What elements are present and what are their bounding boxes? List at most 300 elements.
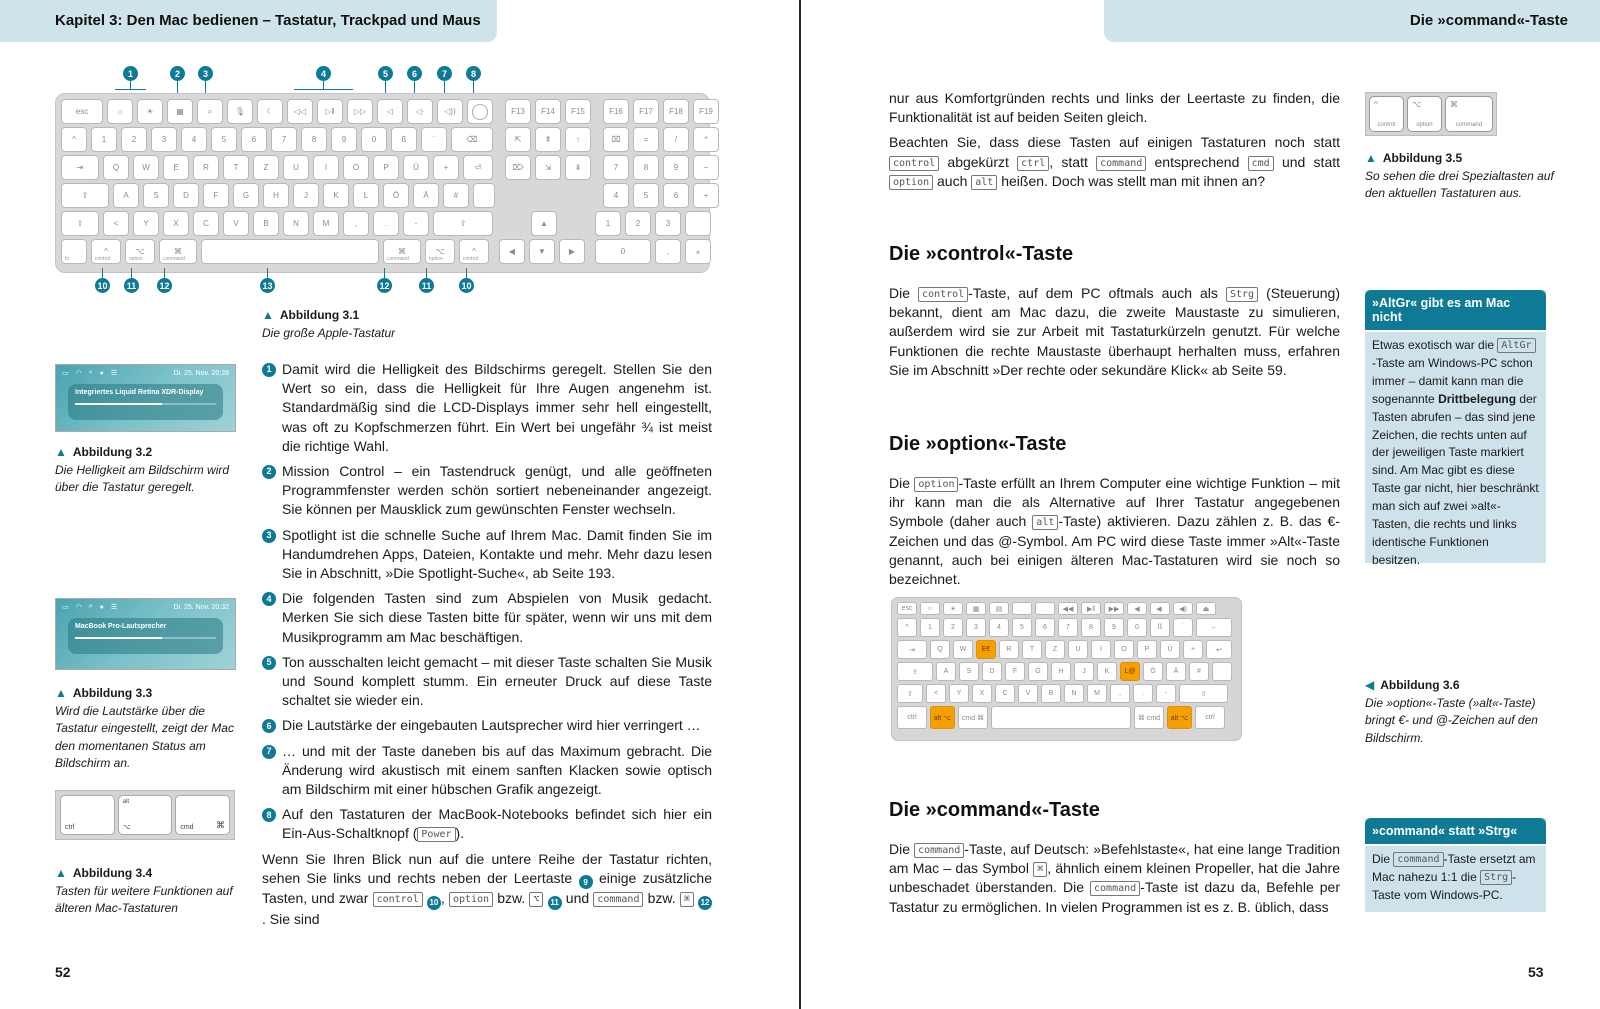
key: G [233, 183, 259, 208]
key: ^ [897, 618, 917, 637]
keyboard-qwertz-row [61, 155, 709, 180]
number-badge: 8 [262, 808, 276, 822]
key: T [1022, 640, 1042, 659]
key: ⇟ [565, 155, 591, 180]
key-l-at-highlighted: L@ [1120, 662, 1140, 681]
number-badge: 9 [579, 875, 593, 889]
key: A [113, 183, 139, 208]
list-item-text: Spotlight ist die schnelle Suche auf Ihrem Mac. Damit finden Sie im Handumdrehen Apps, Dateien, Kontakte und mehr. Mehr dazu lesen Sie in Abschnitt, »Die Spotlight-Suche«, ab Seite 193. [282, 526, 712, 582]
kbd-command: command [593, 892, 643, 907]
key: + [693, 183, 719, 208]
kbd-ctrl: ctrl [1017, 156, 1049, 171]
key: + [1183, 640, 1203, 659]
key-f16: F16 [603, 99, 629, 124]
key: J [1074, 662, 1094, 681]
key: Y [133, 211, 159, 236]
figure-3-5-caption [1365, 150, 1565, 203]
kbd-command-symbol: ⌘ [1033, 862, 1047, 877]
key-shift-right: ⇧ [1179, 684, 1228, 703]
key-space [201, 239, 379, 264]
keyboard-shift-row [61, 211, 704, 236]
callout-2: 2 [170, 66, 185, 81]
keyboard-bottom-row [61, 239, 704, 264]
key: 7 [1058, 618, 1078, 637]
keyboard-number-row [61, 127, 708, 152]
figure-caption-text: So sehen die drei Spezialtasten auf den aktuellen Tastaturen aus. [1365, 168, 1554, 200]
key: K [323, 183, 349, 208]
key: 5 [633, 183, 659, 208]
kbd-command: command [914, 843, 964, 858]
key-option-left: ⌥ option [125, 239, 155, 264]
key: ^ [61, 127, 87, 152]
key: ⌦ [505, 155, 531, 180]
key: ⇱ [505, 127, 531, 152]
panel-title: Integriertes Liquid Retina XDR-Display [75, 389, 204, 396]
page-number-left: 52 [55, 964, 71, 980]
key: P [373, 155, 399, 180]
key-ctrl: ctrl [60, 795, 115, 835]
key: . [373, 211, 399, 236]
key: M [1087, 684, 1107, 703]
key: ´ [1173, 618, 1193, 637]
key: ▦ [966, 602, 986, 615]
key-space [991, 706, 1131, 729]
key: − [693, 155, 719, 180]
key: ⌧ [603, 127, 629, 152]
key: J [293, 183, 319, 208]
search-icon: ⌕ [88, 369, 93, 376]
callout-12-right: 12 [377, 278, 392, 293]
key-cmd: cmd ⌘ [175, 795, 230, 835]
key: < [926, 684, 946, 703]
key-num-0: 0 [595, 239, 651, 264]
key: A [936, 662, 956, 681]
key-f17: F17 [633, 99, 659, 124]
key: F [203, 183, 229, 208]
key-command: ⌘ command [1445, 96, 1493, 132]
key-backspace: ⌫ [451, 127, 493, 152]
apple-keyboard-figure [55, 93, 713, 273]
control-center-icon: ☰ [110, 604, 118, 611]
key: # [443, 183, 469, 208]
keyboard-home-row [61, 183, 709, 208]
key-f3: ▦ [167, 99, 193, 124]
kbd-command: command [1096, 156, 1146, 171]
menubar [56, 365, 235, 381]
kbd-option: option [449, 892, 493, 907]
key-option: ⌥ option [1407, 96, 1442, 132]
key: - [1156, 684, 1176, 703]
key: 3 [655, 211, 681, 236]
siri-icon: ● [99, 603, 104, 611]
heading-control-key: Die »control«-Taste [889, 243, 1074, 265]
figure-caption-text: Die große Apple-Tastatur [262, 325, 396, 340]
kbd-command: command [1090, 881, 1140, 896]
number-badge: 2 [262, 465, 276, 479]
keyboard-number-row [897, 618, 1236, 637]
key: 9 [663, 155, 689, 180]
key: R [999, 640, 1019, 659]
kbd-option-symbol: ⌥ [529, 892, 543, 907]
key-arrow-left: ◀ [499, 239, 525, 264]
page-gutter [799, 0, 801, 1009]
key-caps: ⇪ [897, 662, 933, 681]
list-item [262, 462, 712, 520]
figure-label: Abbildung 3.4 [72, 866, 153, 880]
key-f6: ☾ [257, 99, 283, 124]
key: 0 [1127, 618, 1147, 637]
number-badge: 6 [262, 719, 276, 733]
key: C [193, 211, 219, 236]
callout-7: 7 [437, 66, 452, 81]
callout-12-left: 12 [157, 278, 172, 293]
key: T [223, 155, 249, 180]
search-icon: ⌕ [88, 603, 93, 610]
caret-up-icon: ▲ [55, 866, 67, 880]
kbd-power: Power [417, 827, 455, 842]
key: X [163, 211, 189, 236]
list-item-text: … und mit der Taste daneben bis auf das Maximum gebracht. Die Änderung wird akustisch mit einem sanften Klacken sowie optisch am Bildschirm mit einer hübschen Grafik angezeigt. [282, 742, 712, 798]
key: Ä [413, 183, 439, 208]
key-control: ^ control [1369, 96, 1404, 132]
kbd-cmd: cmd [1248, 156, 1274, 171]
list-item [262, 716, 712, 735]
key: M [313, 211, 339, 236]
keyboard-function-row [61, 99, 713, 124]
key-backspace: ← [1196, 618, 1232, 637]
key-f14: F14 [535, 99, 561, 124]
key-enter: ⌅ [685, 239, 711, 264]
key: = [633, 127, 659, 152]
list-item-text: Die Lautstärke der eingebauten Lautsprecher wird hier verringert … [282, 717, 701, 734]
caret-up-icon: ▲ [262, 308, 274, 322]
key: ◀◀ [1058, 602, 1078, 615]
callout-5: 5 [378, 66, 393, 81]
old-modifier-keys-figure [55, 790, 235, 840]
key-shift-left: ⇧ [61, 211, 99, 236]
figure-3-3-caption [55, 685, 240, 773]
key: ◀· [1150, 602, 1170, 615]
kbd-alt: alt [1032, 515, 1058, 530]
key: Ü [1160, 640, 1180, 659]
brightness-slider [75, 403, 216, 405]
callout-11-left: 11 [124, 278, 139, 293]
key: N [1064, 684, 1084, 703]
key [1035, 602, 1055, 615]
key: Ü [403, 155, 429, 180]
infobox-title: »command« statt »Strg« [1365, 818, 1546, 846]
kbd-altgr: AltGr [1497, 338, 1535, 353]
key: 2 [625, 211, 651, 236]
key: Y [949, 684, 969, 703]
key-f5: 🎙︎ [227, 99, 253, 124]
brightness-hud-screenshot [55, 364, 236, 432]
key-option-right: ⌥ option [425, 239, 455, 264]
number-badge: 4 [262, 592, 276, 606]
callout-8: 8 [466, 66, 481, 81]
callout-10-left: 10 [95, 278, 110, 293]
volume-slider [75, 637, 216, 639]
key-return: ⏎ [463, 155, 493, 180]
key: O [343, 155, 369, 180]
key-f4: ⌕ [197, 99, 223, 124]
key-return-lower [473, 183, 495, 208]
key-return: ↩ [1206, 640, 1232, 659]
key: 7 [271, 127, 297, 152]
battery-icon: ▭ [62, 370, 69, 377]
menubar-clock: Di. 25. Nov. 20:28 [173, 369, 229, 377]
kbd-option: option [889, 175, 933, 190]
key: 7 [603, 155, 629, 180]
key-f2: ☀ [137, 99, 163, 124]
infobox-title: »AltGr« gibt es am Mac nicht [1365, 290, 1546, 332]
list-item-text: Mission Control – ein Tastendruck genügt, und alle geöffneten Programmfenster werden schön sortiert nebeneinander angezeigt. Sie können per Mausklick zum gewünschten Fenster wechseln. [282, 463, 712, 518]
key: Q [103, 155, 129, 180]
list-item-text: Ton ausschalten leicht gemacht – mit dieser Taste schalten Sie Musik und Sound komplett stumm. Ein erneuter Druck auf diese Taste schaltet sie wieder ein. [282, 653, 712, 709]
paragraph: nur aus Komfortgründen rechts und links der Leertaste zu finden, die Funktionalität ist auf beiden Seiten gleich. [889, 90, 1340, 126]
key: 8 [633, 155, 659, 180]
keyboard-fn-row [897, 602, 1236, 615]
key: ▤ [989, 602, 1009, 615]
callout-1: 1 [123, 66, 138, 81]
key: C [995, 684, 1015, 703]
caret-up-icon: ▲ [1365, 151, 1377, 165]
key: ß [1150, 618, 1170, 637]
kbd-strg: Strg [1480, 870, 1512, 885]
key-control-left: ^ control [91, 239, 121, 264]
key: 6 [241, 127, 267, 152]
key: 6 [1035, 618, 1055, 637]
key-caps: ⇪ [61, 183, 109, 208]
callout-3: 3 [198, 66, 213, 81]
infobox-command-vs-strg [1365, 818, 1546, 912]
key-e-euro-highlighted: E€ [976, 640, 996, 659]
key: X [972, 684, 992, 703]
callout-10-right: 10 [459, 278, 474, 293]
kbd-control: control [373, 892, 423, 907]
key-tab: ⇥ [61, 155, 99, 180]
kbd-option: option [914, 477, 958, 492]
key: F [1005, 662, 1025, 681]
key-arrow-down: ▼ [529, 239, 555, 264]
key: . [1133, 684, 1153, 703]
list-item-text: Damit wird die Helligkeit des Bildschirms geregelt. Stellen Sie den Wert so ein, dass die Helligkeit für Ihre Augen angenehm ist. Standardmäßig sind die LCD-Displays immer sehr hell eingestellt, was oft zu Kopfschmerzen führt. Ein Wert bei ungefähr ¾ ist meist die richtige Wahl. [282, 361, 712, 454]
key-esc: esc [61, 99, 103, 124]
key: 1 [595, 211, 621, 236]
running-head-left: Kapitel 3: Den Mac bedienen – Tastatur, Trackpad und Maus [0, 0, 497, 42]
key: Q [930, 640, 950, 659]
numbered-list [262, 360, 712, 929]
key: U [283, 155, 309, 180]
key: V [223, 211, 249, 236]
key: B [1041, 684, 1061, 703]
keyboard-qwertz-row [897, 640, 1236, 659]
figure-caption-text: Die Helligkeit am Bildschirm wird über die Tastatur geregelt. [55, 462, 230, 494]
key: R [193, 155, 219, 180]
kbd-control: control [889, 156, 939, 171]
key: L [353, 183, 379, 208]
key: H [1051, 662, 1071, 681]
infobox-body: Etwas exotisch war die AltGr-Taste am Windows-PC schon immer – damit kann man die sogenannte Drittbelegung der Tasten abrufen – das sind jene Zeichen, die rechts unten auf der jeweiligen Taste markiert sind. Am Mac gibt es diese Taste gar nicht, hier beschränkt man sich auf zwei »alt«-Tasten, die rechts und links identische Funktionen besitzen. [1372, 338, 1539, 567]
kbd-control: control [918, 287, 968, 302]
key: I [1091, 640, 1111, 659]
kbd-command-symbol: ⌘ [680, 892, 694, 907]
key: 3 [966, 618, 986, 637]
key: ´ [421, 127, 447, 152]
key [1012, 602, 1032, 615]
keyboard-bottom-row [897, 706, 1236, 729]
closing-paragraph: Wenn Sie Ihren Blick nun auf die untere Reihe der Tastatur richten, sehen Sie links und rechts neben der Leertaste 9 einige zusätzliche Tasten, und zwar control 10 , option bzw. ⌥ 11 und command bzw. ⌘ 12. Sie sind [262, 850, 712, 928]
key: ☀ [943, 602, 963, 615]
key: * [693, 127, 719, 152]
menubar-clock: Di. 25. Nov. 20:32 [173, 603, 229, 611]
panel-title: MacBook Pro-Lautsprecher [75, 623, 167, 630]
caret-up-icon: ▲ [55, 445, 67, 459]
intro-paragraphs [889, 89, 1340, 191]
key: , [343, 211, 369, 236]
number-badge: 5 [262, 656, 276, 670]
figure-caption-text: Tasten für weitere Funktionen auf älteren Mac-Tastaturen [55, 883, 233, 915]
infobox-body: Die command -Taste ersetzt am Mac nahezu 1:1 die Strg -Taste vom Windows-PC. [1372, 852, 1536, 902]
key: Ö [1143, 662, 1163, 681]
key-f7: ◁◁ [287, 99, 313, 124]
key: W [133, 155, 159, 180]
figure-caption-text: Wird die Lautstärke über die Tastatur eingestellt, zeigt der Mac den momentanen Status am Bildschirm an. [55, 703, 234, 770]
option-key-paragraph: Die option -Taste erfüllt an Ihrem Computer eine wichtige Funktion – mit ihr kann man die als Alternative auf Ihrer Tastatur angegebenen Symbole (daher auch alt -Taste) aktivieren. Dazu zählen z. B. das €-Zeichen und das @-Symbol. Am PC wird diese Taste immer »Alt«-Taste genannt, auch bei einigen älteren Mac-Tastaturen wird sie noch so bezeichnet. [889, 475, 1340, 588]
key: 1 [91, 127, 117, 152]
kbd-strg: Strg [1226, 287, 1258, 302]
key: 2 [121, 127, 147, 152]
key: 9 [331, 127, 357, 152]
key-alt: alt ⌥ [118, 795, 173, 835]
key-arrow-up: ▲ [531, 211, 557, 236]
list-item [262, 805, 712, 843]
list-item [262, 526, 712, 584]
figure-3-6-caption [1365, 677, 1565, 747]
key: 5 [1012, 618, 1032, 637]
key-fn: fn [61, 239, 87, 264]
key: D [173, 183, 199, 208]
key: ◀) [1173, 602, 1193, 615]
key: Z [253, 155, 279, 180]
heading-option-key: Die »option«-Taste [889, 433, 1067, 455]
key-f18: F18 [663, 99, 689, 124]
number-badge: 7 [262, 745, 276, 759]
key: 8 [301, 127, 327, 152]
key: W [953, 640, 973, 659]
key-tab: ⇥ [897, 640, 927, 659]
key-shift-right: ⇧ [433, 211, 493, 236]
key: N [283, 211, 309, 236]
key: 6 [663, 183, 689, 208]
key: K [1097, 662, 1117, 681]
figure-label: Abbildung 3.2 [72, 445, 153, 459]
key: 5 [211, 127, 237, 152]
paragraph: Beachten Sie, dass diese Tasten auf einigen Tastaturen noch statt control abgekürzt ctrl , statt command entsprechend cmd und statt option auch alt heißen. Doch was stellt man mit ihnen an? [889, 134, 1341, 189]
key: , [655, 239, 681, 264]
key: Ö [383, 183, 409, 208]
wifi-icon: ◠ [75, 604, 82, 611]
key-enter-upper [685, 211, 711, 236]
key-command-left: ⌘ command [159, 239, 197, 264]
figure-3-2-caption [55, 444, 240, 497]
key: B [253, 211, 279, 236]
key-return-lower [1212, 662, 1232, 681]
key: # [1189, 662, 1209, 681]
key-control-right: ^ control [459, 239, 489, 264]
running-head-right: Die »command«-Taste [1104, 0, 1600, 42]
key-f1: ☼ [107, 99, 133, 124]
list-item [262, 742, 712, 800]
option-key-keyboard-figure [891, 597, 1242, 741]
key: 4 [603, 183, 629, 208]
key: U [1068, 640, 1088, 659]
number-badge: 1 [262, 363, 276, 377]
key: S [143, 183, 169, 208]
number-badge: 3 [262, 529, 276, 543]
number-badge: 10 [427, 896, 441, 910]
list-item-text: Die folgenden Tasten sind zum Abspielen von Musik gedacht. Merken Sie sich diese Tasten bitte für später, wenn wir uns mit dem Musikprogramm am Mac beschäftigen. [282, 590, 712, 645]
key: P [1137, 640, 1157, 659]
key: ↑ [565, 127, 591, 152]
keyboard-shift-row [897, 684, 1236, 703]
key: 9 [1104, 618, 1124, 637]
command-key-paragraph: Die command -Taste, auf Deutsch: »Befehlstaste«, hat eine lange Tradition am Mac – das Symbol ⌘ , ähnlich einem kleinen Propeller, hat die Jahre unbeschadet überstanden. Die command -Taste ist dazu da, Befehle per Tastatur zu ermöglichen. In vielen Programmen ist es z. B. üblich, dass [889, 841, 1341, 915]
key-command-right: ⌘ command [383, 239, 421, 264]
page-number-right: 53 [1528, 964, 1544, 980]
key-f13: F13 [505, 99, 531, 124]
key: H [263, 183, 289, 208]
key-cmd-right: ⌘ cmd [1134, 706, 1164, 729]
key-f19: F19 [693, 99, 719, 124]
heading-command-key: Die »command«-Taste [889, 799, 1100, 821]
callout-6: 6 [407, 66, 422, 81]
key: S [959, 662, 979, 681]
key: 1 [920, 618, 940, 637]
key: ⇲ [535, 155, 561, 180]
kbd-alt: alt [971, 175, 997, 190]
key: - [403, 211, 429, 236]
figure-label: Abbildung 3.3 [72, 686, 153, 700]
key-eject: ⏏ [1196, 602, 1216, 615]
list-item [262, 360, 712, 456]
battery-icon: ▭ [62, 604, 69, 611]
key-shift-left: ⇧ [897, 684, 923, 703]
key: E [163, 155, 189, 180]
siri-icon: ● [99, 369, 104, 377]
number-badge: 12 [698, 896, 712, 910]
key: ▶‖ [1081, 602, 1101, 615]
key-option-left-highlighted: alt ⌥ [930, 706, 955, 729]
key-arrow-right: ▶ [559, 239, 585, 264]
key: ◀ [1127, 602, 1147, 615]
key: ☼ [920, 602, 940, 615]
control-center-icon: ☰ [110, 370, 118, 377]
figure-label: Abbildung 3.6 [1380, 678, 1460, 692]
callout-13: 13 [260, 278, 275, 293]
key: Z [1045, 640, 1065, 659]
key: O [1114, 640, 1134, 659]
list-item-text: Auf den Tastaturen der MacBook-Notebooks befindet sich hier ein Ein-Aus-Schaltknopf ( Power ). [282, 806, 712, 842]
callout-4: 4 [316, 66, 331, 81]
caret-left-icon: ◀ [1365, 678, 1375, 692]
figure-3-4-caption [55, 865, 245, 918]
key: I [313, 155, 339, 180]
menubar [56, 599, 235, 615]
key: 4 [181, 127, 207, 152]
wifi-icon: ◠ [75, 370, 82, 377]
key: < [103, 211, 129, 236]
